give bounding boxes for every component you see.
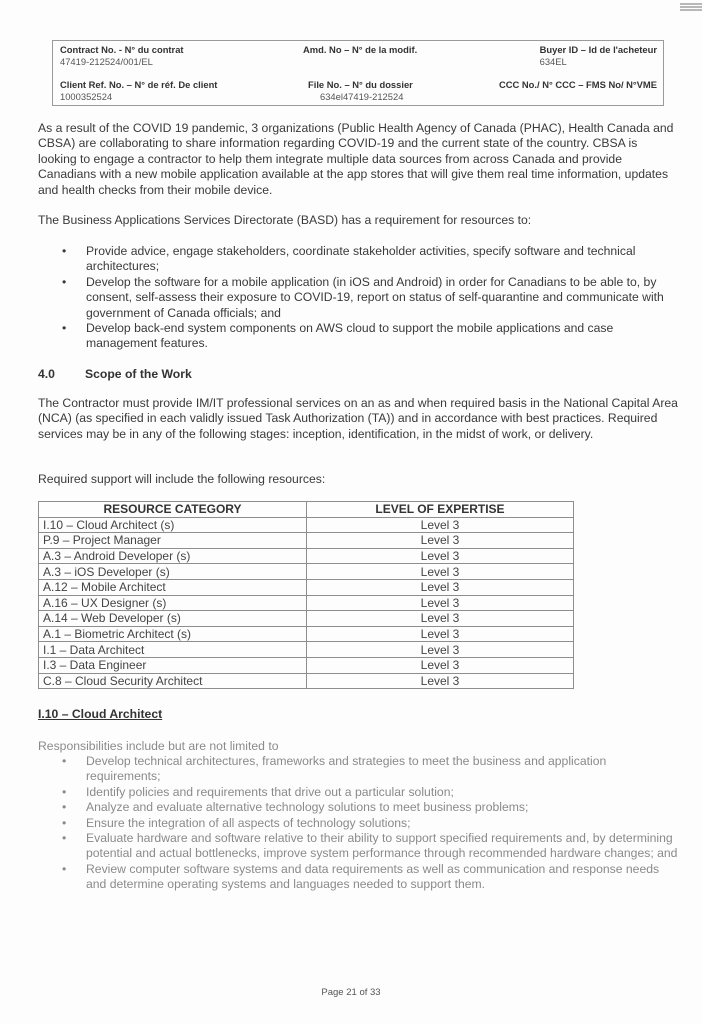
list-item [38, 275, 678, 321]
list-item [38, 862, 678, 893]
amd-no-cell [303, 44, 417, 56]
list-item [38, 831, 678, 862]
expertise-level-cell: Level 3 [307, 533, 574, 549]
resource-category-cell: I.1 – Data Architect [39, 642, 307, 658]
list-item-text: Develop technical architectures, frameworks and strategies to meet the business and application requirements; [86, 754, 607, 784]
table-row [39, 579, 574, 595]
bullet-icon: • [62, 800, 67, 815]
list-item-text: Evaluate hardware and software relative to their ability to support specified requirements and, by determining potential and actual bottlenecks, improve system performance through recommended hardware changes; and [86, 831, 678, 861]
responsibilities-intro: Responsibilities include but are not limited to [38, 739, 279, 753]
section-heading [38, 367, 192, 381]
basd-paragraph: The Business Applications Services Directorate (BASD) has a requirement for resources to: [38, 213, 532, 227]
expertise-level-cell: Level 3 [307, 642, 574, 658]
contract-no-value: 47419-212524/001/EL [60, 56, 153, 67]
list-item-text: Develop the software for a mobile application (in iOS and Android) in order for Canadians to be able to, by consent, self-assess their exposure to COVID-19, report on status of self-quarantine and communicate with government of Canada officials; and [86, 274, 664, 320]
resource-category-cell: P.9 – Project Manager [39, 533, 307, 549]
section-number: 4.0 [38, 367, 55, 381]
table-row [39, 673, 574, 689]
table-row [39, 642, 574, 658]
client-ref-label: Client Ref. No. – N° de réf. De client [60, 79, 218, 90]
ccc-no-label: CCC No./ N° CCC – FMS No/ N°VME [498, 79, 657, 90]
bullet-icon: • [62, 831, 67, 846]
file-no-label: File No. – N° du dossier [308, 79, 413, 90]
bullet-icon: • [62, 321, 67, 336]
expertise-level-cell: Level 3 [307, 579, 574, 595]
table-row [39, 517, 574, 533]
cloud-architect-heading: I.10 – Cloud Architect [38, 707, 163, 721]
resource-category-cell: I.3 – Data Engineer [39, 657, 307, 673]
list-item [38, 244, 678, 275]
list-item-text: Analyze and evaluate alternative technology solutions to meet business problems; [86, 800, 529, 815]
expertise-level-cell: Level 3 [307, 517, 574, 533]
bullet-icon: • [62, 784, 67, 799]
resource-category-cell: A.1 – Biometric Architect (s) [39, 626, 307, 642]
resource-category-cell: I.10 – Cloud Architect (s) [39, 517, 307, 533]
list-item [38, 754, 678, 785]
basd-bullet-list [38, 244, 678, 352]
list-item-text: Develop back-end system components on AWS cloud to support the mobile applications and case management features. [86, 321, 614, 351]
client-ref-cell [60, 79, 217, 103]
expertise-level-cell: Level 3 [307, 626, 574, 642]
ccc-no-cell [499, 79, 657, 91]
scope-paragraph: The Contractor must provide IM/IT professional services on an as and when required basis in the National Capital Area (NCA) (as specified in each validly issued Task Authorization (TA)) and in accordance with best practices. Required services may be in any of the following stages: inception, identification, in the midst of work, or delivery. [38, 396, 678, 441]
resource-category-cell: A.16 – UX Designer (s) [39, 595, 307, 611]
expertise-level-cell: Level 3 [307, 564, 574, 580]
resource-category-cell: A.12 – Mobile Architect [39, 579, 307, 595]
buyer-id-cell [540, 44, 657, 68]
resource-category-cell: C.8 – Cloud Security Architect [39, 673, 307, 689]
list-item-text: Ensure the integration of all aspects of technology solutions; [86, 815, 411, 830]
list-item [38, 800, 678, 815]
table-row [39, 595, 574, 611]
amd-no-label: Amd. No – N° de la modif. [303, 44, 418, 55]
table-row [39, 626, 574, 642]
expertise-level-cell: Level 3 [307, 595, 574, 611]
table-row [39, 533, 574, 549]
table-row [39, 564, 574, 580]
bullet-icon: • [62, 815, 67, 830]
resource-table [38, 501, 574, 689]
bullet-icon: • [62, 274, 67, 289]
list-item [38, 321, 678, 352]
section-title: Scope of the Work [85, 367, 192, 381]
client-ref-value: 1000352524 [60, 91, 113, 102]
page-number: Page 21 of 33 [321, 987, 381, 998]
bullet-icon: • [62, 244, 67, 258]
bullet-icon: • [62, 861, 67, 876]
buyer-id-value: 634EL [539, 56, 567, 67]
file-no-value: 634el47419-212524 [320, 91, 404, 102]
expertise-level-cell: Level 3 [307, 673, 574, 689]
list-item-text: Review computer software systems and data requirements as well as communication and response needs and determine operating systems and languages needed to support them. [86, 861, 660, 892]
table-row [39, 657, 574, 673]
table-row [39, 548, 574, 564]
bullet-icon: • [62, 754, 67, 768]
list-item [38, 785, 678, 800]
table-row [39, 611, 574, 627]
expertise-level-cell: Level 3 [307, 657, 574, 673]
intro-paragraph: As a result of the COVID 19 pandemic, 3 organizations (Public Health Agency of Canada (PHAC), Health Canada and CBSA) are collaborating to share information regarding COVID-19 and the current state of the country. CBSA is looking to engage a contractor to help them integrate multiple data sources from across Canada and provide Canadians with a new mobile application available at the app stores that will give them real time information, updates and health checks from their mobile device. [38, 121, 674, 197]
resource-category-cell: A.14 – Web Developer (s) [39, 611, 307, 627]
resource-category-cell: A.3 – Android Developer (s) [39, 548, 307, 564]
column-header-level-of-expertise: LEVEL OF EXPERTISE [307, 502, 574, 518]
buyer-id-label: Buyer ID – Id de l'acheteur [539, 44, 657, 55]
contract-header-box [52, 40, 664, 106]
list-item-text: Identify policies and requirements that drive out a particular solution; [86, 784, 454, 799]
list-item [38, 816, 678, 831]
expertise-level-cell: Level 3 [307, 548, 574, 564]
contract-no-label: Contract No. - N° du contrat [60, 44, 184, 55]
table-header-row [39, 502, 574, 518]
resource-category-cell: A.3 – iOS Developer (s) [39, 564, 307, 580]
responsibilities-bullet-list [38, 754, 678, 893]
file-no-cell [308, 79, 413, 103]
contract-no-cell [60, 44, 184, 68]
expertise-level-cell: Level 3 [307, 611, 574, 627]
scan-artifact-icon [680, 2, 702, 12]
column-header-resource-category: RESOURCE CATEGORY [39, 502, 307, 518]
list-item-text: Provide advice, engage stakeholders, coordinate stakeholder activities, specify software and technical architectures; [86, 244, 636, 274]
support-intro: Required support will include the following resources: [38, 472, 326, 486]
